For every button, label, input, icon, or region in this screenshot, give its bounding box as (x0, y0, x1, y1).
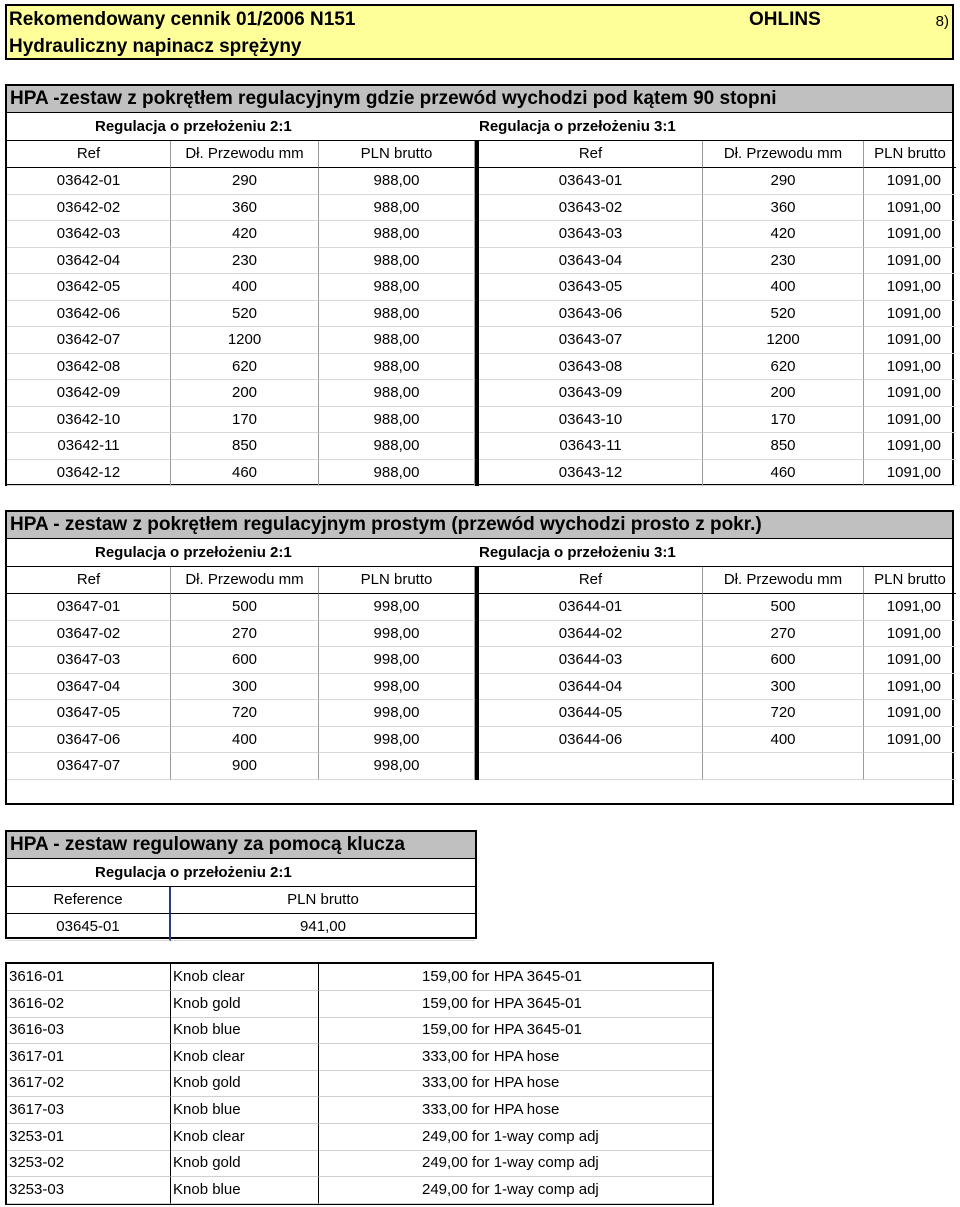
table-cell-length-left: 290 (171, 168, 319, 195)
column-header-price-right: PLN brutto (864, 567, 956, 594)
table-cell-length-left: 230 (171, 248, 319, 275)
table-cell-length-left: 200 (171, 380, 319, 407)
table-cell-price-left: 998,00 (319, 753, 475, 780)
table-cell-price: 941,00 (171, 914, 475, 941)
table-cell-ref-right: 03643-11 (479, 433, 703, 460)
table-cell-length-right: 500 (703, 594, 864, 621)
table-cell-ref-right: 03643-07 (479, 327, 703, 354)
column-header-ref-left: Ref (7, 567, 171, 594)
section-key-adjusted (5, 830, 477, 939)
accessory-price: 249,00 for 1-way comp adj (319, 1177, 712, 1204)
table-cell-ref-right: 03643-05 (479, 274, 703, 301)
table-cell-length-right: 400 (703, 727, 864, 754)
table-cell-ref-right: 03643-02 (479, 195, 703, 222)
column-header-ref-right: Ref (479, 567, 703, 594)
page-title: Rekomendowany cennik 01/2006 N151 (9, 9, 356, 30)
section-straight (5, 510, 954, 805)
header-row (9, 9, 949, 33)
table-cell-length-right: 230 (703, 248, 864, 275)
table-cell-length-right: 170 (703, 407, 864, 434)
table-cell-length-right: 400 (703, 274, 864, 301)
column-header-price-left: PLN brutto (319, 141, 475, 168)
price-table (7, 567, 952, 780)
accessory-ref: 3617-03 (7, 1097, 171, 1124)
table-cell-price-right: 1091,00 (864, 433, 956, 460)
accessory-price: 333,00 for HPA hose (319, 1044, 712, 1071)
ratio-row (7, 859, 475, 887)
table-cell-ref-left: 03642-02 (7, 195, 171, 222)
table-cell-ref-left: 03647-01 (7, 594, 171, 621)
accessory-name: Knob blue (171, 1097, 319, 1124)
table-cell-length-left: 1200 (171, 327, 319, 354)
table-cell-price-right: 1091,00 (864, 700, 956, 727)
table-cell-ref-left: 03642-03 (7, 221, 171, 248)
accessory-name: Knob blue (171, 1017, 319, 1044)
accessory-ref: 3616-03 (7, 1017, 171, 1044)
column-header-price-right: PLN brutto (864, 141, 956, 168)
table-cell-length-right: 720 (703, 700, 864, 727)
accessory-ref: 3616-01 (7, 964, 171, 991)
table-cell-price-left: 998,00 (319, 594, 475, 621)
table-cell-ref-right: 03643-03 (479, 221, 703, 248)
table-cell-ref-right: 03644-02 (479, 621, 703, 648)
ratio-row (7, 113, 952, 141)
table-cell-length-right: 200 (703, 380, 864, 407)
table-cell-price-left: 998,00 (319, 727, 475, 754)
table-cell-ref-right: 03643-12 (479, 460, 703, 487)
accessory-name: Knob blue (171, 1177, 319, 1204)
accessory-ref: 3616-02 (7, 991, 171, 1018)
table-cell-price-right: 1091,00 (864, 380, 956, 407)
accessory-name: Knob gold (171, 1150, 319, 1177)
table-cell-length-right: 1200 (703, 327, 864, 354)
accessory-name: Knob clear (171, 1124, 319, 1151)
table-row (7, 1150, 712, 1177)
page-subtitle: Hydrauliczny napinacz sprężyny (9, 36, 302, 57)
table-row (7, 1177, 712, 1204)
table-cell-ref-left: 03647-04 (7, 674, 171, 701)
table-cell-length-left: 520 (171, 301, 319, 328)
table-cell-length-right (703, 753, 864, 780)
table-cell-price-right: 1091,00 (864, 460, 956, 487)
table-cell-price-left: 988,00 (319, 248, 475, 275)
table-cell-ref-right: 03644-03 (479, 647, 703, 674)
table-cell-ref-right: 03643-10 (479, 407, 703, 434)
ratio-label-right: Regulacja o przełożeniu 3:1 (479, 118, 676, 135)
table-cell-length-left: 850 (171, 433, 319, 460)
column-header-price: PLN brutto (171, 887, 475, 914)
table-cell-ref-left: 03642-10 (7, 407, 171, 434)
accessory-ref: 3253-03 (7, 1177, 171, 1204)
section-title: HPA - zestaw z pokrętłem regulacyjnym prostym (przewód wychodzi prosto z pokr.) (7, 512, 952, 539)
column-header-ref-left: Ref (7, 141, 171, 168)
ratio-label: Regulacja o przełożeniu 2:1 (95, 864, 292, 881)
column-header-price-left: PLN brutto (319, 567, 475, 594)
table-cell-price-right: 1091,00 (864, 354, 956, 381)
accessory-name: Knob gold (171, 1070, 319, 1097)
accessory-ref: 3617-01 (7, 1044, 171, 1071)
table-row (7, 991, 712, 1018)
table-cell-length-left: 360 (171, 195, 319, 222)
table-cell-length-right: 290 (703, 168, 864, 195)
table-cell-ref-right: 03644-04 (479, 674, 703, 701)
accessory-price: 249,00 for 1-way comp adj (319, 1150, 712, 1177)
table-cell-price-left: 988,00 (319, 195, 475, 222)
section-title: HPA - zestaw regulowany za pomocą klucza (7, 832, 475, 859)
table-row (7, 1124, 712, 1151)
table-cell-length-left: 420 (171, 221, 319, 248)
table-cell-ref-left: 03642-05 (7, 274, 171, 301)
table-cell-price-left: 988,00 (319, 354, 475, 381)
table-cell-ref-right: 03644-01 (479, 594, 703, 621)
table-cell-ref-right: 03643-08 (479, 354, 703, 381)
table-cell-length-right: 360 (703, 195, 864, 222)
table-cell-length-left: 500 (171, 594, 319, 621)
table-cell-length-left: 400 (171, 274, 319, 301)
table-row (7, 1097, 712, 1124)
table-cell-length-right: 420 (703, 221, 864, 248)
table-cell-price-right: 1091,00 (864, 621, 956, 648)
table-cell-length-left: 300 (171, 674, 319, 701)
table-cell-length-right: 620 (703, 354, 864, 381)
accessory-name: Knob clear (171, 1044, 319, 1071)
table-row (7, 1044, 712, 1071)
table-cell-price-right (864, 753, 956, 780)
table-cell-ref-right: 03643-01 (479, 168, 703, 195)
section-90-degree (5, 84, 954, 486)
column-header-length-left: Dł. Przewodu mm (171, 567, 319, 594)
table-cell-price-left: 998,00 (319, 674, 475, 701)
accessory-price: 159,00 for HPA 3645-01 (319, 964, 712, 991)
price-table (7, 141, 952, 486)
accessory-price: 159,00 for HPA 3645-01 (319, 1017, 712, 1044)
table-cell-price-left: 988,00 (319, 380, 475, 407)
table-cell-length-right: 270 (703, 621, 864, 648)
table-cell-length-right: 850 (703, 433, 864, 460)
column-header-length-left: Dł. Przewodu mm (171, 141, 319, 168)
ratio-row (7, 539, 952, 567)
table-cell-length-left: 460 (171, 460, 319, 487)
accessory-ref: 3617-02 (7, 1070, 171, 1097)
table-cell-price-right: 1091,00 (864, 647, 956, 674)
table-cell-price-left: 998,00 (319, 647, 475, 674)
table-cell-length-right: 460 (703, 460, 864, 487)
table-cell-ref-left: 03642-12 (7, 460, 171, 487)
accessory-ref: 3253-01 (7, 1124, 171, 1151)
table-cell-ref-left: 03642-04 (7, 248, 171, 275)
table-cell-ref-left: 03642-08 (7, 354, 171, 381)
table-cell-ref-right: 03644-05 (479, 700, 703, 727)
accessory-ref: 3253-02 (7, 1150, 171, 1177)
table-cell-price-right: 1091,00 (864, 674, 956, 701)
table-cell-ref-right: 03644-06 (479, 727, 703, 754)
price-table (7, 887, 475, 941)
table-cell-length-left: 900 (171, 753, 319, 780)
table-cell-length-left: 270 (171, 621, 319, 648)
table-cell-ref-left: 03647-07 (7, 753, 171, 780)
table-cell-length-left: 170 (171, 407, 319, 434)
accessory-name: Knob gold (171, 991, 319, 1018)
column-header-length-right: Dł. Przewodu mm (703, 567, 864, 594)
table-cell-length-right: 300 (703, 674, 864, 701)
table-cell-price-right: 1091,00 (864, 274, 956, 301)
table-cell-price-right: 1091,00 (864, 407, 956, 434)
column-header-length-right: Dł. Przewodu mm (703, 141, 864, 168)
table-cell-price-left: 998,00 (319, 700, 475, 727)
accessory-price: 333,00 for HPA hose (319, 1097, 712, 1124)
table-cell-price-right: 1091,00 (864, 594, 956, 621)
table-cell-length-left: 400 (171, 727, 319, 754)
table-cell-ref-left: 03642-01 (7, 168, 171, 195)
accessory-price: 333,00 for HPA hose (319, 1070, 712, 1097)
table-cell-price-left: 988,00 (319, 460, 475, 487)
page-header (5, 4, 954, 60)
table-cell-price-right: 1091,00 (864, 221, 956, 248)
table-cell-ref-right: 03643-09 (479, 380, 703, 407)
section-title: HPA -zestaw z pokrętłem regulacyjnym gdzie przewód wychodzi pod kątem 90 stopni (7, 86, 952, 113)
table-cell-length-right: 520 (703, 301, 864, 328)
table-row (7, 964, 712, 991)
table-cell-price-left: 988,00 (319, 168, 475, 195)
table-cell-reference: 03645-01 (7, 914, 171, 941)
brand-name: OHLINS (749, 9, 821, 30)
accessory-price: 249,00 for 1-way comp adj (319, 1124, 712, 1151)
table-cell-price-left: 988,00 (319, 221, 475, 248)
table-cell-price-right: 1091,00 (864, 195, 956, 222)
table-cell-ref-right (479, 753, 703, 780)
table-cell-ref-left: 03642-07 (7, 327, 171, 354)
table-cell-ref-left: 03647-06 (7, 727, 171, 754)
column-header-ref-right: Ref (479, 141, 703, 168)
table-cell-price-left: 988,00 (319, 301, 475, 328)
table-cell-ref-left: 03647-05 (7, 700, 171, 727)
table-row (7, 1017, 712, 1044)
table-cell-length-left: 600 (171, 647, 319, 674)
accessories-table (5, 962, 714, 1205)
table-cell-price-right: 1091,00 (864, 727, 956, 754)
table-cell-ref-left: 03642-06 (7, 301, 171, 328)
accessory-price: 159,00 for HPA 3645-01 (319, 991, 712, 1018)
table-cell-price-left: 988,00 (319, 274, 475, 301)
table-cell-length-right: 600 (703, 647, 864, 674)
ratio-label-right: Regulacja o przełożeniu 3:1 (479, 544, 676, 561)
table-cell-price-right: 1091,00 (864, 168, 956, 195)
table-cell-length-left: 620 (171, 354, 319, 381)
table-cell-ref-left: 03642-11 (7, 433, 171, 460)
table-cell-ref-left: 03647-02 (7, 621, 171, 648)
table-cell-ref-left: 03647-03 (7, 647, 171, 674)
table-cell-ref-right: 03643-06 (479, 301, 703, 328)
page-number: 8) (935, 13, 949, 30)
table-cell-price-left: 998,00 (319, 621, 475, 648)
table-row (7, 1070, 712, 1097)
table-cell-price-right: 1091,00 (864, 327, 956, 354)
table-cell-length-left: 720 (171, 700, 319, 727)
table-cell-price-left: 988,00 (319, 433, 475, 460)
ratio-label-left: Regulacja o przełożeniu 2:1 (95, 118, 292, 135)
table-cell-price-left: 988,00 (319, 327, 475, 354)
table-cell-price-right: 1091,00 (864, 301, 956, 328)
accessory-name: Knob clear (171, 964, 319, 991)
table-cell-price-right: 1091,00 (864, 248, 956, 275)
table-cell-ref-right: 03643-04 (479, 248, 703, 275)
ratio-label-left: Regulacja o przełożeniu 2:1 (95, 544, 292, 561)
table-cell-price-left: 988,00 (319, 407, 475, 434)
column-header-reference: Reference (7, 887, 171, 914)
table-cell-ref-left: 03642-09 (7, 380, 171, 407)
